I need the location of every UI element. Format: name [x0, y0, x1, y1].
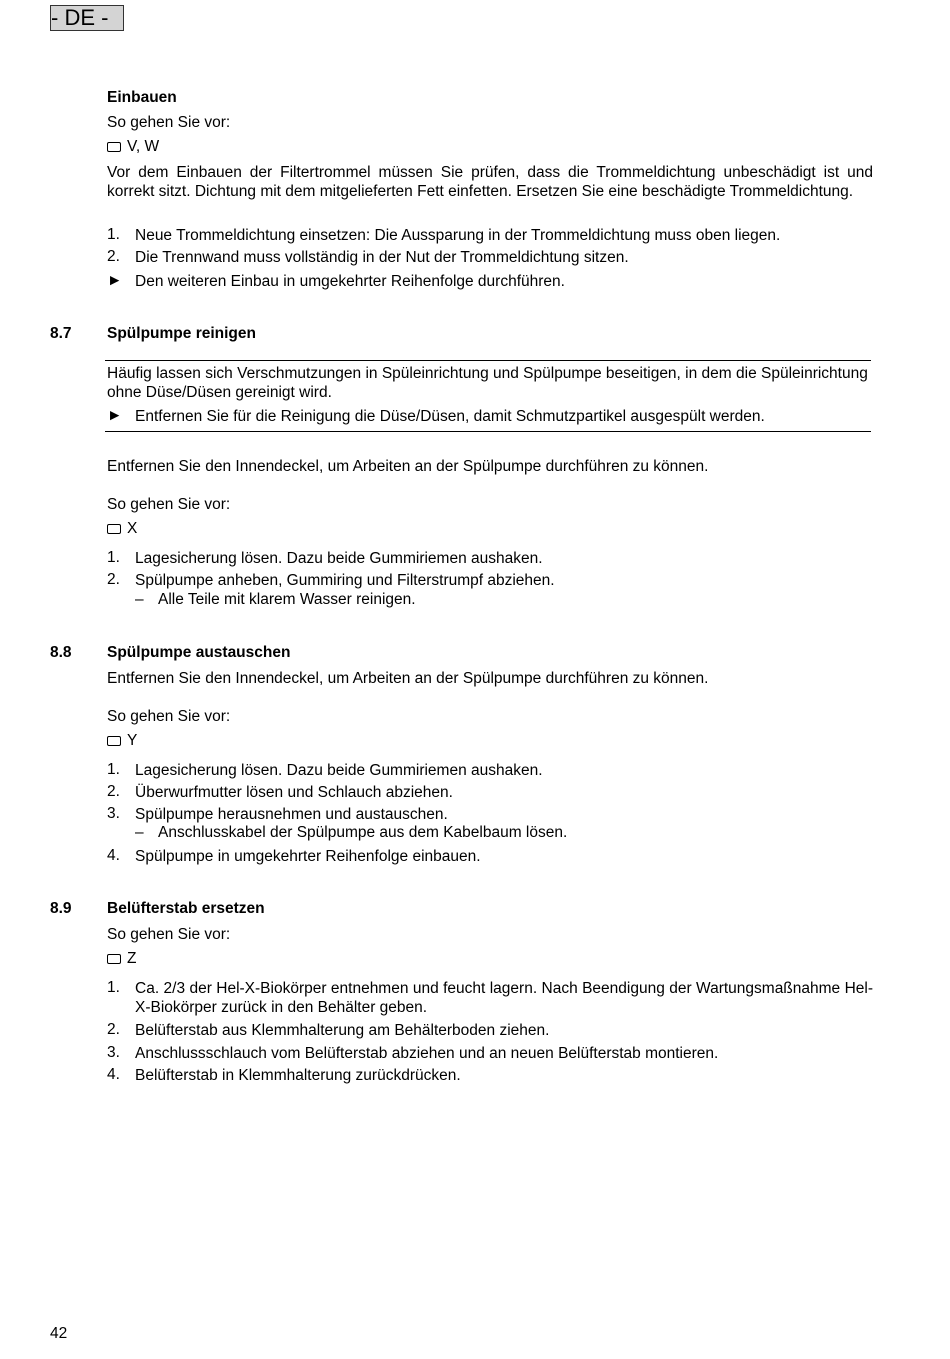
figure-icon — [107, 954, 121, 964]
install-figure-ref — [107, 138, 159, 156]
section-title: Belüfterstab ersetzen — [107, 900, 265, 917]
s89-figure-label: Z — [127, 950, 137, 967]
s88-intro1: Entfernen Sie den Innendeckel, um Arbeiten an der Spülpumpe durchführen zu können. — [107, 670, 709, 687]
figure-icon — [107, 736, 121, 746]
note-action: Entfernen Sie für die Reinigung die Düse/Düsen, damit Schmutzpartikel ausgespült werden. — [135, 408, 765, 425]
s89-step-num: 4. — [107, 1066, 120, 1083]
s89-step-num: 3. — [107, 1044, 120, 1061]
install-step-text: Neue Trommeldichtung einsetzen: Die Aussparung in der Trommeldichtung muss oben liegen. — [135, 227, 781, 244]
install-intro: So gehen Sie vor: — [107, 114, 231, 131]
s88-step-num: 1. — [107, 761, 120, 778]
language-badge: - DE - — [50, 5, 124, 31]
note-bottom-rule — [105, 431, 871, 432]
note-top-rule — [105, 360, 871, 361]
s87-sub-step: Alle Teile mit klarem Wasser reinigen. — [158, 591, 416, 608]
section-number: 8.7 — [50, 325, 72, 342]
s89-step-text: Belüfterstab aus Klemmhalterung am Behälterboden ziehen. — [135, 1022, 550, 1039]
figure-icon — [107, 524, 121, 534]
page-number: 42 — [50, 1325, 68, 1342]
s87-intro2: So gehen Sie vor: — [107, 496, 231, 513]
arrow-bullet-icon: ► — [107, 407, 123, 424]
section-number: 8.8 — [50, 644, 72, 661]
s88-sub-step: Anschlusskabel der Spülpumpe aus dem Kabelbaum lösen. — [158, 824, 568, 841]
install-title: Einbauen — [107, 89, 177, 106]
s87-step-text: Spülpumpe anheben, Gummiring und Filterstrumpf abziehen. — [135, 572, 555, 589]
s88-step-text: Spülpumpe in umgekehrter Reihenfolge einbauen. — [135, 848, 481, 865]
s89-step-text: Anschlussschlauch vom Belüfterstab abziehen und an neuen Belüfterstab montieren. — [135, 1045, 719, 1062]
s89-figure-ref — [107, 950, 136, 968]
s87-step-num: 2. — [107, 571, 120, 588]
s87-figure-label: X — [127, 520, 138, 537]
s89-intro: So gehen Sie vor: — [107, 926, 231, 943]
s89-step-num: 1. — [107, 979, 120, 996]
section-title: Spülpumpe austauschen — [107, 644, 291, 661]
install-step-num: 2. — [107, 248, 120, 265]
s87-intro1: Entfernen Sie den Innendeckel, um Arbeiten an der Spülpumpe durchführen zu können. — [107, 458, 709, 475]
s87-step-text: Lagesicherung lösen. Dazu beide Gummiriemen aushaken. — [135, 550, 543, 567]
figure-icon — [107, 142, 121, 152]
s88-figure-ref — [107, 732, 137, 750]
s88-step-text: Überwurfmutter lösen und Schlauch abziehen. — [135, 784, 453, 801]
dash-bullet: – — [135, 591, 144, 608]
s89-step-text: Ca. 2/3 der Hel-X-Biokörper entnehmen und feucht lagern. Nach Beendigung der Wartungsmaßnahme Hel-X-Biokörper zurück in den Behälter geben. — [135, 980, 873, 1016]
s88-figure-label: Y — [127, 732, 138, 749]
install-paragraph: Vor dem Einbauen der Filtertrommel müssen Sie prüfen, dass die Trommeldichtung unbeschädigt ist und korrekt sitzt. Dichtung mit dem mitgelieferten Fett einfetten. Ersetzen Sie eine beschädigte Trommeldichtung. — [107, 164, 873, 200]
s88-step-num: 3. — [107, 805, 120, 822]
s88-intro2: So gehen Sie vor: — [107, 708, 231, 725]
install-step-num: 1. — [107, 226, 120, 243]
s89-step-text: Belüfterstab in Klemmhalterung zurückdrücken. — [135, 1067, 461, 1084]
dash-bullet: – — [135, 824, 144, 841]
arrow-bullet-icon: ► — [107, 272, 123, 289]
s87-figure-ref — [107, 520, 137, 538]
note-text: Häufig lassen sich Verschmutzungen in Spüleinrichtung und Spülpumpe beseitigen, in dem die Spüleinrichtung ohne Düse/Düsen gereinigt wird. — [107, 365, 868, 401]
section-title: Spülpumpe reinigen — [107, 325, 256, 342]
s87-step-num: 1. — [107, 549, 120, 566]
install-step-text: Den weiteren Einbau in umgekehrter Reihenfolge durchführen. — [135, 273, 565, 290]
s88-step-num: 4. — [107, 847, 120, 864]
install-step-text: Die Trennwand muss vollständig in der Nut der Trommeldichtung sitzen. — [135, 249, 629, 266]
s89-step-num: 2. — [107, 1021, 120, 1038]
s88-step-text: Spülpumpe herausnehmen und austauschen. — [135, 806, 448, 823]
install-figure-label: V, W — [127, 138, 160, 155]
s88-step-num: 2. — [107, 783, 120, 800]
s88-step-text: Lagesicherung lösen. Dazu beide Gummiriemen aushaken. — [135, 762, 543, 779]
section-number: 8.9 — [50, 900, 72, 917]
